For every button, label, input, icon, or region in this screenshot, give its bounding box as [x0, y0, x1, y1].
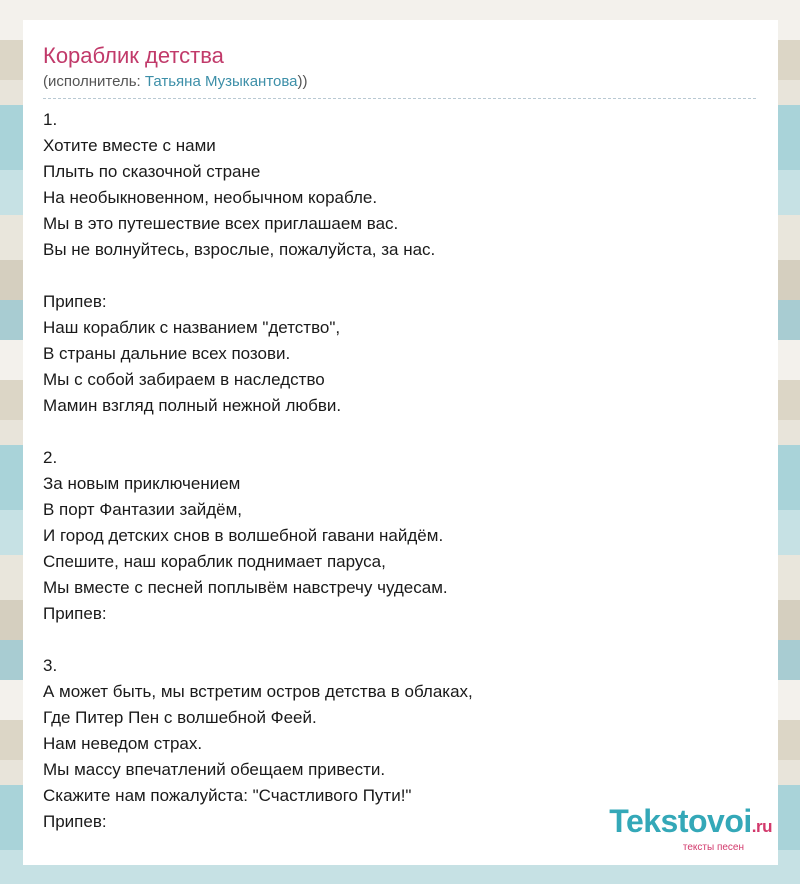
lyrics-line: Мы массу впечатлений обещаем привести.	[43, 760, 386, 779]
lyrics-line: Нам неведом страх.	[43, 734, 203, 753]
lyrics-line: А может быть, мы встретим остров детства в облаках,	[43, 682, 473, 701]
lyrics-line: В порт Фантазии зайдём,	[43, 500, 242, 519]
lyrics-line: Наш кораблик с названием "детство",	[43, 318, 341, 337]
site-logo[interactable]	[609, 804, 772, 854]
lyrics-line: Где Питер Пен с волшебной Феей.	[43, 708, 317, 727]
lyrics-text	[43, 107, 758, 835]
lyrics-line: Плыть по сказочной стране	[43, 162, 261, 181]
lyrics-line: За новым приключением	[43, 474, 241, 493]
lyrics-line: Скажите нам пожалуйста: "Счастливого Пути!"	[43, 786, 412, 805]
lyrics-blank-line	[43, 627, 758, 653]
lyrics-line: Припев:	[43, 604, 107, 623]
lyrics-blank-line	[43, 419, 758, 445]
song-title: Кораблик детства	[43, 43, 224, 68]
lyrics-line: 3.	[43, 656, 58, 675]
lyrics-line: Мы с собой забираем в наследство	[43, 370, 325, 389]
lyrics-card	[23, 20, 778, 865]
logo-tagline: тексты песен	[682, 842, 744, 853]
lyrics-line: Мамин взгляд полный нежной любви.	[43, 396, 342, 415]
lyrics-line: 2.	[43, 448, 58, 467]
lyrics-blank-line	[43, 263, 758, 289]
performer-link[interactable]: Татьяна Музыкантова	[144, 73, 298, 90]
performer-prefix: (исполнитель:	[43, 73, 145, 90]
performer-suffix: ))	[297, 73, 308, 90]
logo-domain: .ru	[751, 817, 772, 836]
lyrics-line: Хотите вместе с нами	[43, 136, 216, 155]
logo-wordmark	[609, 804, 772, 844]
lyrics-line: Спешите, наш кораблик поднимает паруса,	[43, 552, 386, 571]
lyrics-line: Вы не волнуйтесь, взрослые, пожалуйста, за нас.	[43, 240, 436, 259]
lyrics-line: Мы вместе с песней поплывём навстречу чудесам.	[43, 578, 448, 597]
lyrics-line: Припев:	[43, 812, 107, 831]
lyrics-line: 1.	[43, 110, 58, 129]
performer-line	[43, 72, 756, 99]
lyrics-line: И город детских снов в волшебной гавани найдём.	[43, 526, 444, 545]
lyrics-line: На необыкновенном, необычном корабле.	[43, 188, 378, 207]
lyrics-line: В страны дальние всех позови.	[43, 344, 291, 363]
lyrics-line: Мы в это путешествие всех приглашаем вас.	[43, 214, 399, 233]
logo-name: Tekstovoi	[609, 803, 752, 839]
lyrics-line: Припев:	[43, 292, 107, 311]
